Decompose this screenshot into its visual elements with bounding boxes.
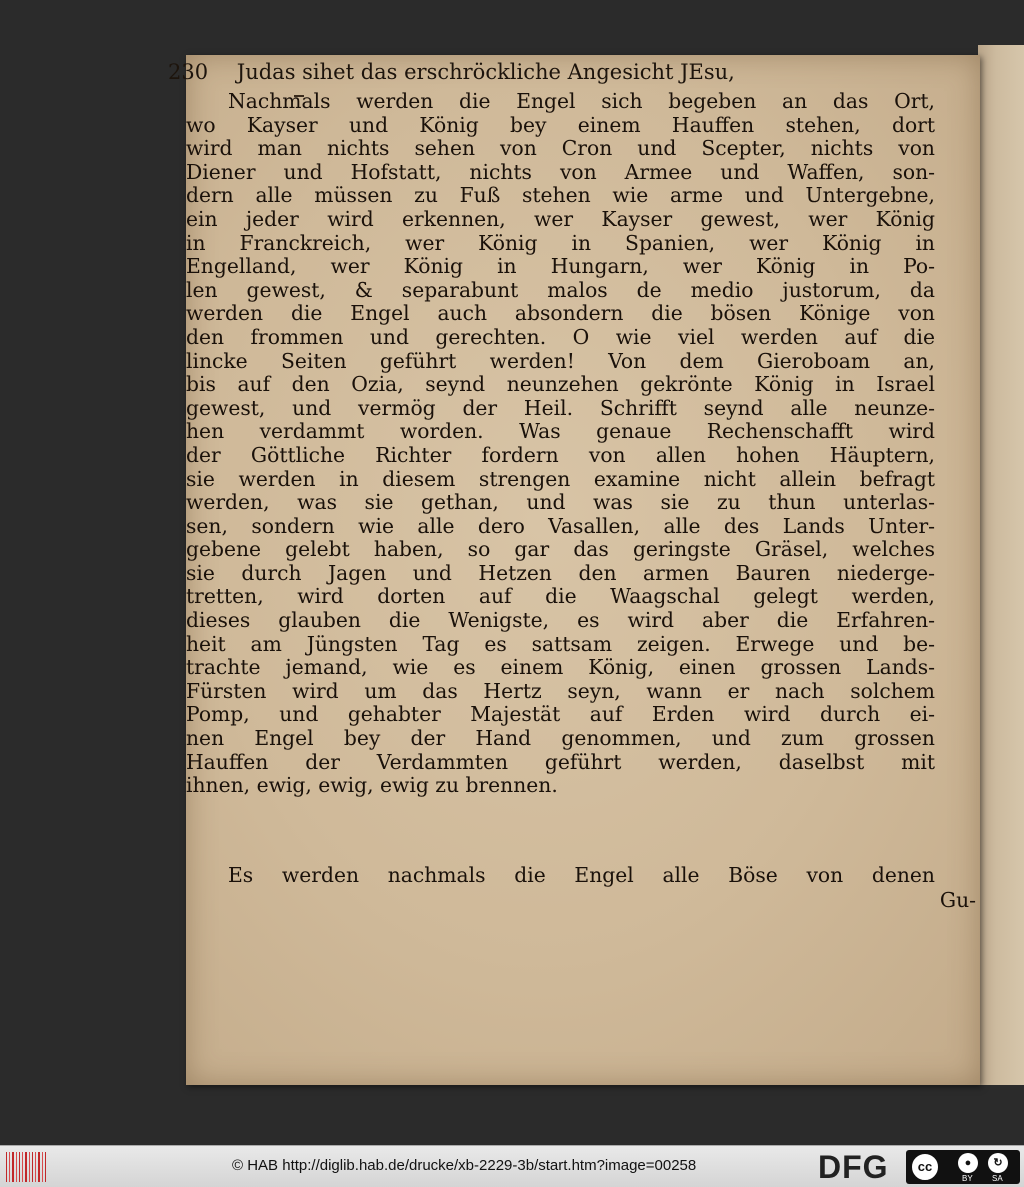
text-line: ein jeder wird erkennen, wer Kayser gewest, wer König <box>186 207 935 231</box>
text-line: in Franckreich, wer König in Spanien, wer König in <box>186 231 935 255</box>
hab-barcode-logo-icon[interactable] <box>6 1152 46 1182</box>
sa-sharealike-icon: ↻ <box>988 1153 1008 1173</box>
text-line: gebene gelebt haben, so gar das geringste Gräsel, welches <box>186 538 935 562</box>
text-line: Fürsten wird um das Hertz seyn, wann er nach solchem <box>186 679 935 703</box>
text-line: lincke Seiten geführt werden! Von dem Gieroboam an, <box>186 349 935 373</box>
cc-license-badge[interactable] <box>906 1150 1020 1184</box>
paragraph-2 <box>186 864 935 888</box>
text-line: sie durch Jagen und Hetzen den armen Bauren niederge- <box>186 561 935 585</box>
text-line: Pomp, und gehabter Majestät auf Erden wird durch ei- <box>186 703 935 727</box>
text-line: der Göttliche Richter fordern von allen hohen Häuptern, <box>186 443 935 467</box>
text-line: len gewest, & separabunt malos de medio justorum, da <box>186 278 935 302</box>
text-line: Nachmals werden die Engel sich begeben an das Ort, <box>228 90 935 113</box>
text-line: wo Kayser und König bey einem Hauffen stehen, dort <box>186 113 935 137</box>
text-line: werden die Engel auch absondern die bösen Könige von <box>186 302 935 326</box>
text-line: Hauffen der Verdammten geführt werden, daselbst mit <box>186 750 935 774</box>
text-line: Engelland, wer König in Hungarn, wer König in Po- <box>186 255 935 279</box>
text-line: dieses glauben die Wenigste, es wird aber die Erfahren- <box>186 609 935 633</box>
paragraph-1 <box>186 90 935 798</box>
text-line: dern alle müssen zu Fuß stehen wie arme und Untergebne, <box>186 184 935 208</box>
adjacent-page-bleed <box>986 175 1020 955</box>
running-title: Judas sihet das erschröckliche Angesicht JEsu, <box>236 60 735 84</box>
footer-bar <box>0 1145 1024 1187</box>
license-sa-label: SA <box>992 1174 1003 1183</box>
text-line: nen Engel bey der Hand genommen, und zum grossen <box>186 727 935 751</box>
text-line: ihnen, ewig, ewig, ewig zu brennen. <box>186 774 558 798</box>
text-line: bis auf den Ozia, seynd neunzehen gekrönte König in Israel <box>186 373 935 397</box>
adjacent-page-edge <box>978 45 1024 1085</box>
text-line: trachte jemand, wie es einem König, einen grossen Lands- <box>186 656 935 680</box>
catchword: Gu- <box>939 888 976 912</box>
text-line: Diener und Hofstatt, nichts von Armee und Waffen, son- <box>186 160 935 184</box>
text-line: Es werden nachmals die Engel alle Böse von denen <box>228 864 935 887</box>
attribution-link[interactable]: © HAB http://diglib.hab.de/drucke/xb-2229-3b/start.htm?image=00258 <box>232 1157 697 1174</box>
text-line: heit am Jüngsten Tag es sattsam zeigen. Erwege und be- <box>186 632 935 656</box>
text-line: werden, was sie gethan, und was sie zu thun unterlas- <box>186 491 935 515</box>
running-head <box>168 60 768 84</box>
text-line: wird man nichts sehen von Cron und Scepter, nichts von <box>186 137 935 161</box>
by-attribution-icon: ● <box>958 1153 978 1173</box>
text-line: den frommen und gerechten. O wie viel werden auf die <box>186 325 935 349</box>
cc-license-icon: cc <box>910 1152 940 1182</box>
text-line: sen, sondern wie alle dero Vasallen, alle des Lands Unter- <box>186 514 935 538</box>
text-line: tretten, wird dorten auf die Waagschal gelegt werden, <box>186 585 935 609</box>
dfg-logo-icon[interactable]: DFG <box>818 1149 889 1185</box>
text-line: hen verdammt worden. Was genaue Rechenschafft wird <box>186 420 935 444</box>
text-line: sie werden in diesem strengen examine nicht allein befragt <box>186 467 935 491</box>
text-line: gewest, und vermög der Heil. Schrifft seynd alle neunze- <box>186 396 935 420</box>
license-by-label: BY <box>962 1174 973 1183</box>
page-number: 230 <box>168 60 209 84</box>
